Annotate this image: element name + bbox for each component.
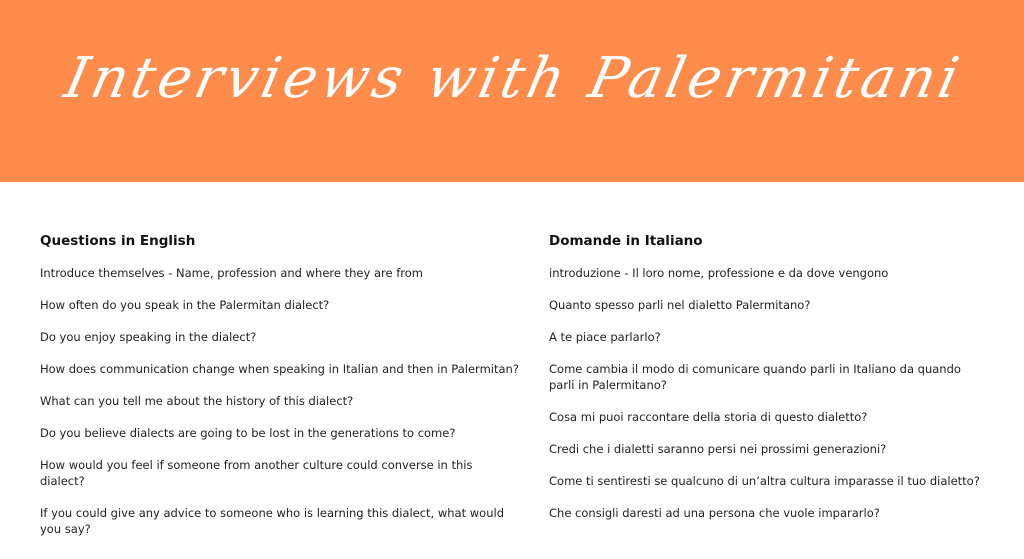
list-item: Credi che i dialetti saranno persi nei prossimi generazioni?: [549, 442, 887, 456]
list-item: Do you enjoy speaking in the dialect?: [40, 330, 257, 344]
list-item: Do you believe dialects are going to be lost in the generations to come?: [40, 426, 456, 440]
list-item: What can you tell me about the history of this dialect?: [40, 394, 354, 408]
english-questions-column: [40, 232, 520, 553]
italian-question-list: [549, 265, 989, 521]
list-item: If you could give any advice to someone who is learning this dialect, what would you say?: [40, 506, 504, 536]
italian-heading: Domande in Italiano: [549, 233, 703, 249]
title-banner: [0, 0, 1024, 182]
list-item: How does communication change when speaking in Italian and then in Palermitan?: [40, 362, 519, 376]
list-item: How often do you speak in the Palermitan dialect?: [40, 298, 330, 312]
english-heading: Questions in English: [40, 233, 196, 249]
english-question-list: [40, 265, 520, 537]
list-item: How would you feel if someone from another culture could converse in this dialect?: [40, 458, 473, 488]
list-item: Come cambia il modo di comunicare quando parli in Italiano da quando parli in Palermitano?: [549, 362, 961, 392]
list-item: Come ti sentiresti se qualcuno di un’altra cultura imparasse il tuo dialetto?: [549, 474, 980, 488]
italian-questions-column: [549, 232, 989, 537]
page-title: Interviews with Palermitani: [59, 46, 969, 111]
list-item: Introduce themselves - Name, profession and where they are from: [40, 266, 423, 280]
list-item: Che consigli daresti ad una persona che vuole impararlo?: [549, 506, 880, 520]
list-item: A te piace parlarlo?: [549, 330, 661, 344]
list-item: Quanto spesso parli nel dialetto Palermitano?: [549, 298, 811, 312]
list-item: Cosa mi puoi raccontare della storia di questo dialetto?: [549, 410, 868, 424]
list-item: introduzione - Il loro nome, professione e da dove vengono: [549, 266, 889, 280]
